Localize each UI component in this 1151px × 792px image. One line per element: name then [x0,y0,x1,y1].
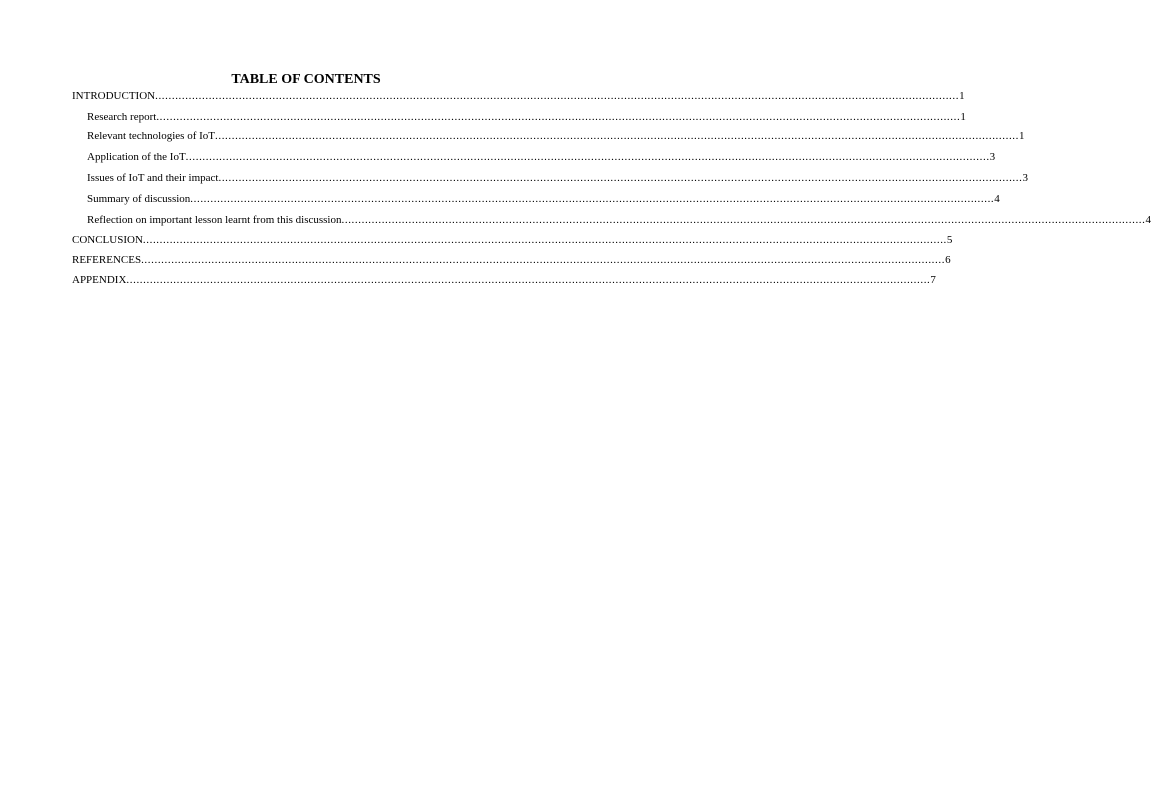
toc-entry-label: CONCLUSION [72,234,143,246]
toc-entry-label: Reflection on important lesson learnt from this discussion [87,214,342,226]
toc-entry-application[interactable] [87,151,996,164]
toc-entry-issues[interactable] [87,172,1028,185]
toc-page-number: 1 [960,111,966,123]
toc-page-number: 4 [994,193,1000,205]
toc-entry-label: Issues of IoT and their impact [87,172,219,184]
toc-entry-summary[interactable] [87,193,1000,206]
toc-dot-leader: ................................................................................................................................................................................................................................................ [142,234,947,246]
toc-entry-label: Research report [87,111,157,123]
toc-entry-relevant-technologies[interactable] [87,130,1025,143]
toc-entry-label: Relevant technologies of IoT [87,130,215,142]
toc-page-number: 3 [1022,172,1028,184]
toc-page-number: 3 [989,151,996,163]
toc-entry-appendix[interactable] [72,274,936,287]
toc-page-number: 7 [930,274,936,286]
toc-page-number: 1 [959,90,965,102]
toc-dot-leader: ................................................................................................................................................................................................................................................ [190,193,995,205]
toc-entry-introduction[interactable] [72,90,965,103]
toc-entry-research-report[interactable] [87,111,966,124]
toc-dot-leader: ................................................................................................................................................................................................................................................ [155,90,960,102]
toc-dot-leader: ................................................................................................................................................................................................................................................ [215,130,1019,142]
toc-entry-label: Summary of discussion [87,193,191,205]
toc-dot-leader: ................................................................................................................................................................................................................................................ [141,254,946,266]
toc-dot-leader: ................................................................................................................................................................................................................................................ [185,151,990,163]
toc-page-number: 6 [945,254,951,266]
toc-dot-leader: ................................................................................................................................................................................................................................................ [341,214,1146,226]
toc-entry-label: INTRODUCTION [72,90,156,102]
toc-entry-reflection[interactable] [87,214,1151,227]
toc-page-number: 4 [1145,214,1151,226]
toc-dot-leader: ................................................................................................................................................................................................................................................ [126,274,931,286]
toc-entry-conclusion[interactable] [72,234,953,247]
toc-title: TABLE OF CONTENTS [231,72,381,87]
toc-entry-references[interactable] [72,254,951,267]
toc-entry-label: Application of the IoT [87,151,186,163]
toc-entry-label: APPENDIX [72,274,127,286]
toc-page-number: 1 [1019,130,1025,142]
toc-entry-label: REFERENCES [72,254,142,266]
toc-page-number: 5 [946,234,953,246]
toc-dot-leader: ................................................................................................................................................................................................................................................ [156,111,961,123]
toc-dot-leader: ................................................................................................................................................................................................................................................ [218,172,1023,184]
